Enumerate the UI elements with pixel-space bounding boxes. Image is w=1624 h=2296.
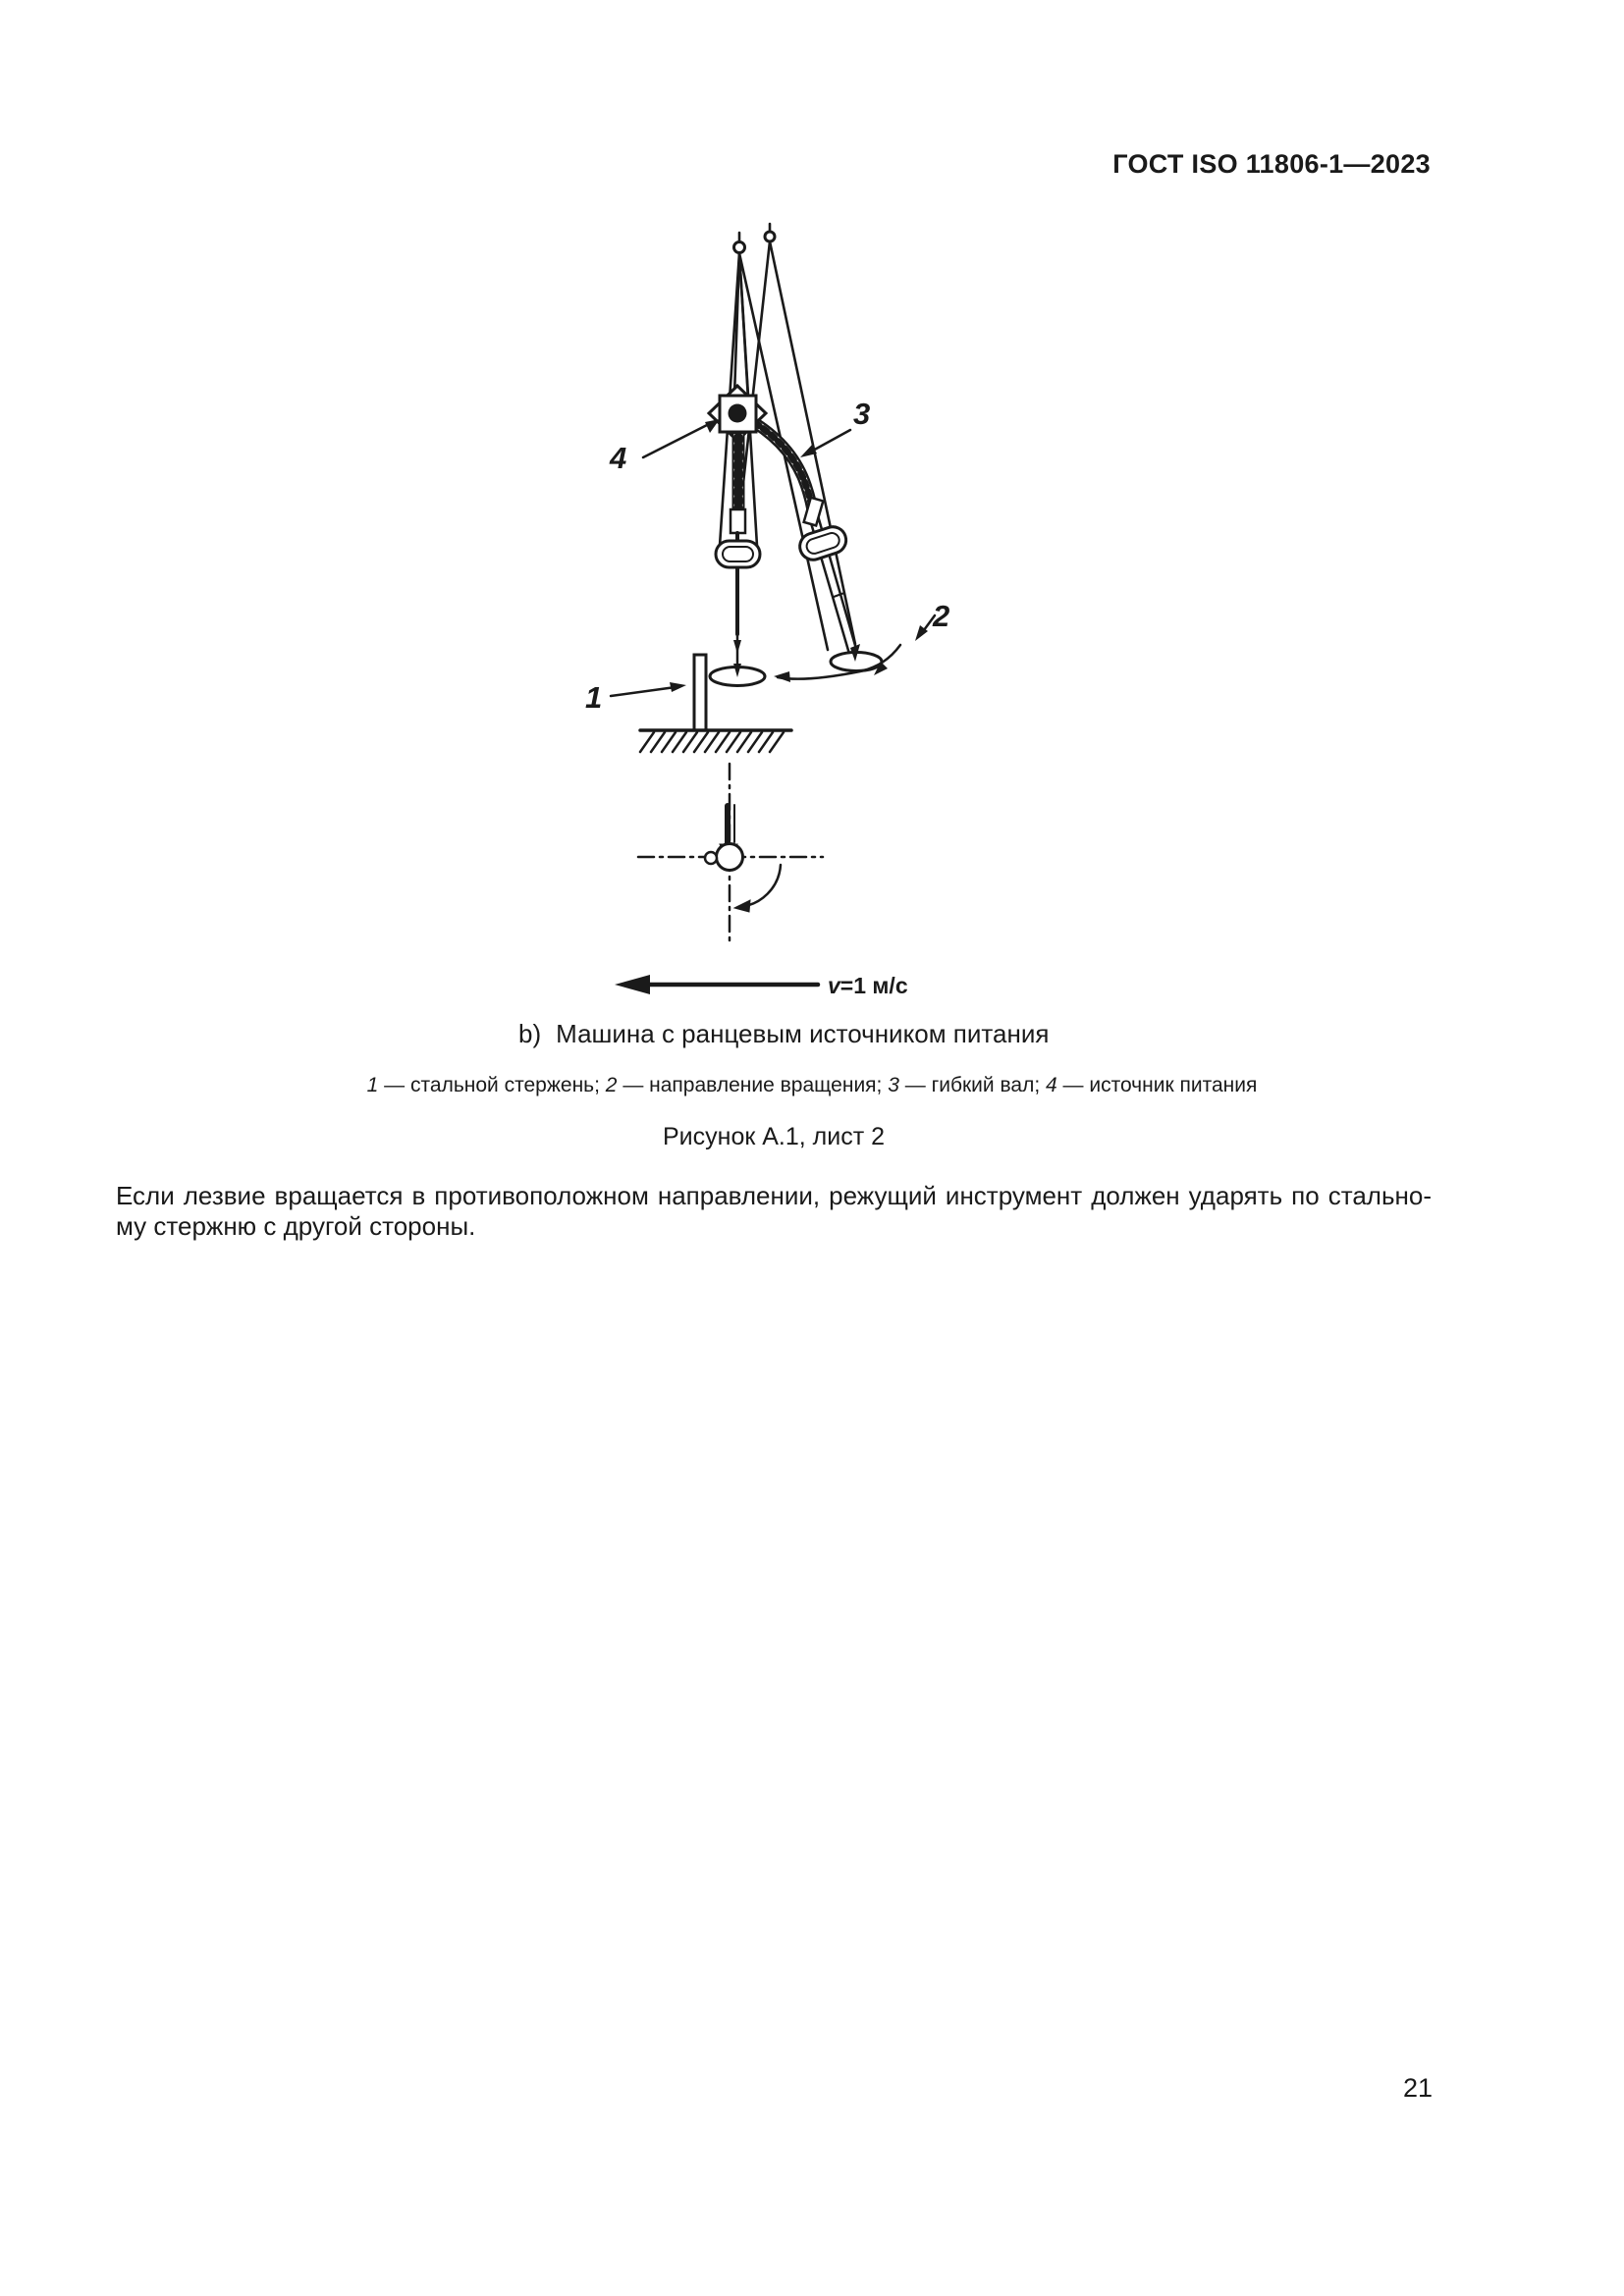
subfigure-caption [518, 1019, 1049, 1049]
label-2: 2 [933, 599, 950, 633]
leader-1-arrowhead [670, 682, 686, 692]
hanger-ball-right [765, 232, 775, 241]
callout-4 [609, 419, 720, 475]
paragraph-line: Если лезвие вращается в противоположном направлении, режущий инструмент должен ударять по стально- [116, 1181, 1432, 1210]
callout-3 [800, 397, 870, 457]
legend-num: 1 [366, 1074, 379, 1096]
ground-hatching [640, 732, 784, 752]
top-view [638, 764, 823, 944]
leader-4-arrowhead [705, 419, 720, 433]
steel-rod [694, 655, 706, 730]
ground [640, 730, 791, 752]
page-number: 21 [1403, 2073, 1434, 2103]
shaft-connector [731, 509, 745, 533]
leader-4 [643, 424, 709, 457]
legend-num: 3 [888, 1074, 899, 1096]
label-4: 4 [610, 441, 627, 475]
speed-arrow [615, 973, 908, 998]
figure-legend [0, 1074, 1624, 1097]
shaft-tip-arrow [733, 640, 741, 654]
document-header: ГОСТ ISO 11806-1—2023 [1112, 149, 1431, 179]
rotation-arrowhead [734, 900, 750, 912]
speed-label: v=1 м/с [828, 973, 908, 998]
legend-text: — стальной стержень; [378, 1074, 606, 1096]
body-paragraph [116, 1181, 1432, 1242]
flexible-shaft [755, 423, 813, 514]
handle-loop-right [796, 523, 849, 563]
leader-1 [611, 687, 676, 696]
figure-caption: Рисунок А.1, лист 2 [663, 1123, 886, 1150]
rotation-arc [738, 865, 781, 907]
swath-arrowhead-end [774, 671, 790, 682]
subfigure-letter: b) [518, 1019, 542, 1048]
callout-1 [585, 680, 686, 715]
handle-loop-left [716, 541, 760, 567]
flexible-shaft-outline [755, 423, 813, 514]
legend-text: — гибкий вал; [898, 1074, 1046, 1096]
callout-2 [915, 599, 949, 641]
head-top-view [717, 844, 743, 871]
legend-text: — источник питания [1056, 1074, 1258, 1096]
legend-num: 4 [1046, 1074, 1057, 1096]
legend-text: — направление вращения; [617, 1074, 889, 1096]
label-3: 3 [853, 397, 871, 431]
label-1: 1 [585, 680, 603, 715]
leader-3 [811, 430, 850, 452]
handle-outer [796, 523, 849, 563]
hanger-ball-left [734, 242, 745, 253]
speed-arrowhead [615, 975, 650, 994]
legend-num: 2 [605, 1074, 618, 1096]
rod-top-view [705, 852, 717, 864]
power-source-hub [729, 404, 747, 423]
subfigure-title: Машина с ранцевым источником питания [556, 1019, 1050, 1048]
paragraph-line: му стержню с другой стороны. [116, 1211, 476, 1241]
